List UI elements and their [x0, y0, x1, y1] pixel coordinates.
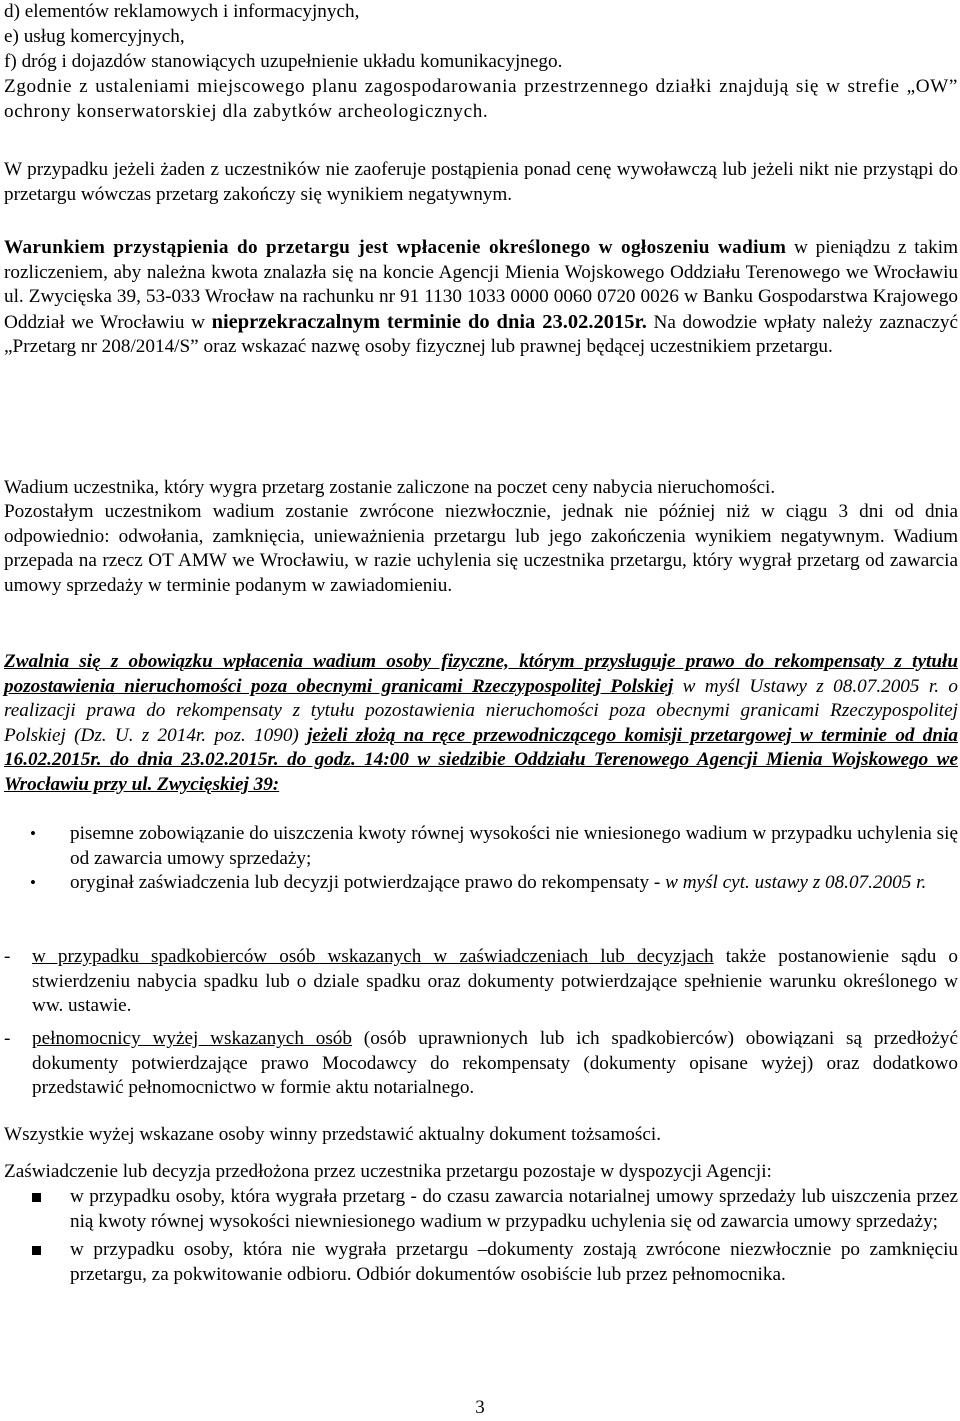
- deposit-note: Na dowodzie wpłaty należy zaznaczyć „Przetarg nr 208/2014/S” oraz wskazać nazwę osoby fizycznej lub prawnej będącej uczestnikiem przetargu.: [4, 311, 958, 358]
- exemption-deadline: jeżeli złożą na ręce przewodniczącego komisji przetargowej w terminie od dnia 16.02.2015r. do dnia 23.02.2015r. do godz. 14:00 w siedzibie Oddziału Terenowego Agencji Mienia Wojskowego we Wrocławiu przy ul. Zwycięskiej 39:: [4, 724, 958, 795]
- document-requirement-law: w myśl cyt. ustawy z 08.07.2005 r.: [665, 872, 927, 894]
- list-item: [4, 822, 958, 871]
- page-number: 3: [475, 1397, 485, 1418]
- custody-item-text: w przypadku osoby, która nie wygrała przetargu –dokumenty zostają zwrócone niezwłocznie po zamknięciu przetargu, za pokwitowanie odbioru. Odbiór dokumentów osobiście lub przez pełnomocnika.: [70, 1239, 958, 1285]
- exemption-law: w myśl Ustawy z 08.07.2005 r. o realizacji prawa do rekompensaty z tytułu pozostawienia nieruchomości poza obecnymi granicami Rzeczypospolitej Polskiej (Dz. U. z 2014r. poz. 1090): [4, 675, 958, 746]
- settlement-paragraph: Pozostałym uczestnikom wadium zostanie zwrócone niezwłocznie, jednak nie później niż w ciągu 3 dni od dnia odpowiednio: odwołania, zamknięcia, unieważnienia przetargu lub jego zakończenia wynikiem negatywnym. Wadium przepada na rzecz OT AMW we Wrocławiu, w razie uchylenia się uczestnika przetargu, który wygrał przetarg od zawarcia umowy sprzedaży w terminie podanym w zawiadomieniu.: [4, 501, 958, 596]
- heirs-item: [4, 945, 958, 1019]
- list-item: [4, 1238, 958, 1287]
- square-bullet-icon: [32, 1193, 41, 1202]
- settlement-line: Wadium uczestnika, który wygra przetarg zostanie zaliczone na poczet ceny nabycia nieruchomości.: [4, 477, 776, 498]
- deposit-condition: Warunkiem przystąpienia do przetargu jest wpłacenie określonego w ogłoszeniu wadium: [4, 237, 787, 258]
- exemption-paragraph: [4, 650, 958, 798]
- proxies-condition: pełnomocnicy wyżej wskazanych osób: [32, 1028, 352, 1049]
- required-documents-list: [4, 822, 958, 896]
- list-item-e: e) usług komercyjnych,: [4, 26, 185, 47]
- heirs-requirements: także postanowienie sądu o stwierdzeniu nabycia spadku lub o dziale spadku oraz dokumenty potwierdzające spełnienie warunku określonego w ww. ustawie.: [32, 946, 958, 1017]
- custody-item-text: w przypadku osoby, która wygrała przetarg - do czasu zawarcia notarialnej umowy sprzedaży lub uiszczenia przez nią kwoty równej wysokości niewniesionego wadium w przypadku uchylenia się od zawarcia umowy sprzedaży;: [70, 1186, 958, 1232]
- proxies-requirements: (osób uprawnionych lub ich spadkobierców) obowiązani są przedłożyć dokumenty potwierdzające prawo Mocodawcy do rekompensaty (dokumenty opisane wyżej) oraz dodatkowo przedstawić pełnomocnictwo w formie aktu notarialnego.: [32, 1028, 959, 1099]
- document-requirement: pisemne zobowiązanie do uiszczenia kwoty równej wysokości nie wniesionego wadium w przypadku uchylenia się od zawarcia umowy sprzedaży;: [70, 823, 958, 869]
- heirs-condition: w przypadku spadkobierców osób wskazanych w zaświadczeniach lub decyzjach: [32, 946, 714, 967]
- deposit-account: w pieniądzu z takim rozliczeniem, aby należna kwota znalazła się na koncie Agencji Mienia Wojskowego Oddziału Terenowego we Wrocławiu ul. Zwycięska 39, 53-033 Wrocław na rachunku nr 91 1130 1033 0000 0060 0720 0026 w Banku Gospodarstwa Krajowego Oddział we Wrocławiu w: [4, 237, 958, 333]
- proxies-item: [4, 1027, 958, 1101]
- dash-marker: -: [4, 1028, 11, 1049]
- list-item: [4, 1185, 958, 1234]
- bullet-dot-icon: •: [30, 824, 36, 843]
- deposit-paragraph: [4, 236, 958, 360]
- dash-marker: -: [4, 946, 11, 967]
- square-bullet-icon: [32, 1246, 41, 1255]
- exemption-title: Zwalnia się z obowiązku wpłacenia wadium osoby fizyczne, którym przysługuje prawo do rekompensaty z tytułu pozostawienia nieruchomości poza obecnymi granicami Rzeczypospolitej Polskiej: [4, 651, 958, 697]
- negative-result-paragraph: W przypadku jeżeli żaden z uczestników nie zaoferuje postąpienia ponad cenę wywoławczą lub jeżeli nikt nie przystąpi do przetargu wówczas przetarg zakończy się wynikiem negatywnym.: [4, 159, 958, 205]
- list-item: [4, 871, 958, 896]
- identity-paragraph: Wszystkie wyżej wskazane osoby winny przedstawić aktualny dokument tożsamości.: [4, 1124, 661, 1145]
- list-item-d: d) elementów reklamowych i informacyjnych,: [4, 1, 360, 22]
- custody-list: [4, 1185, 958, 1287]
- document-requirement: oryginał zaświadczenia lub decyzji potwierdzające prawo do rekompensaty -: [70, 872, 666, 894]
- custody-paragraph: Zaświadczenie lub decyzja przedłożona przez uczestnika przetargu pozostaje w dyspozycji Agencji:: [4, 1161, 772, 1182]
- zoning-paragraph: Zgodnie z ustaleniami miejscowego planu zagospodarowania przestrzennego działki znajdują się w strefie „OW” ochrony konserwatorskiej dla zabytków archeologicznych.: [4, 76, 958, 122]
- bullet-dot-icon: •: [30, 873, 36, 893]
- list-item-f: f) dróg i dojazdów stanowiących uzupełnienie układu komunikacyjnego.: [4, 51, 563, 72]
- deposit-deadline: nieprzekraczalnym terminie do dnia 23.02.2015r.: [211, 310, 647, 333]
